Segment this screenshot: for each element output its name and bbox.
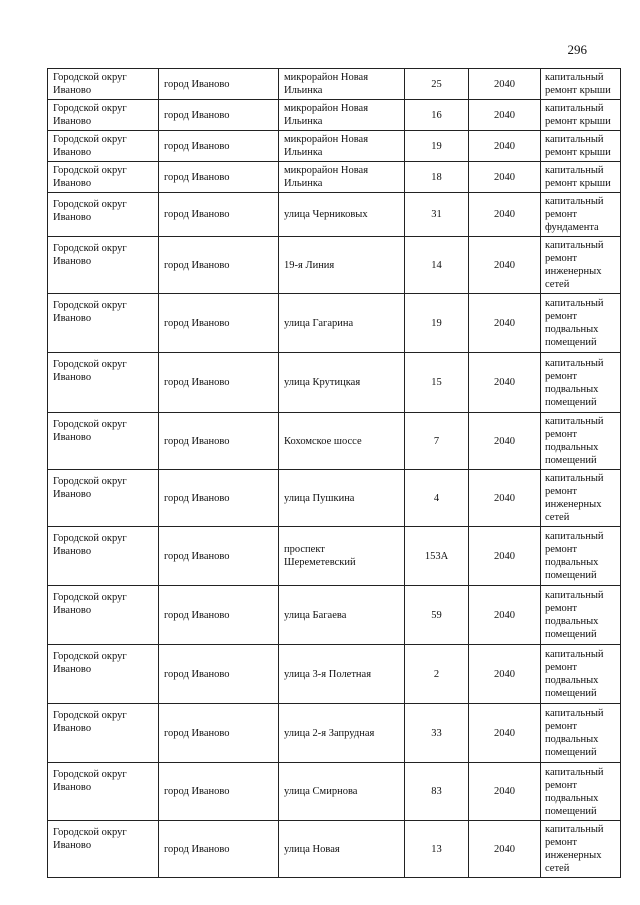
district-cell: Городской округ Иваново [48, 821, 159, 878]
city-cell: город Иваново [159, 413, 279, 470]
district-cell: Городской округ Иваново [48, 586, 159, 645]
year-cell: 2040 [469, 704, 541, 763]
city-cell: город Иваново [159, 704, 279, 763]
house-number-cell: 31 [405, 193, 469, 237]
house-number-cell: 18 [405, 162, 469, 193]
year-cell: 2040 [469, 763, 541, 821]
house-number-cell: 2 [405, 645, 469, 704]
district-cell: Городской округ Иваново [48, 69, 159, 100]
street-cell: микрорайон Новая Ильинка [279, 100, 405, 131]
house-number-cell: 7 [405, 413, 469, 470]
city-cell: город Иваново [159, 162, 279, 193]
street-cell: улица Черниковых [279, 193, 405, 237]
street-cell: улица Пушкина [279, 470, 405, 527]
street-cell: микрорайон Новая Ильинка [279, 131, 405, 162]
city-cell: город Иваново [159, 131, 279, 162]
city-cell: город Иваново [159, 294, 279, 353]
year-cell: 2040 [469, 162, 541, 193]
table-row [48, 162, 621, 193]
house-number-cell: 33 [405, 704, 469, 763]
table-row [48, 821, 621, 878]
district-cell: Городской округ Иваново [48, 193, 159, 237]
year-cell: 2040 [469, 413, 541, 470]
year-cell: 2040 [469, 353, 541, 413]
page-number: 296 [567, 42, 587, 57]
year-cell: 2040 [469, 470, 541, 527]
district-cell: Городской округ Иваново [48, 353, 159, 413]
year-cell: 2040 [469, 645, 541, 704]
work-type-cell: капитальный ремонт подвальных помещений [541, 294, 621, 353]
city-cell: город Иваново [159, 763, 279, 821]
work-type-cell: капитальный ремонт подвальных помещений [541, 353, 621, 413]
table-row [48, 763, 621, 821]
city-cell: город Иваново [159, 527, 279, 586]
district-cell: Городской округ Иваново [48, 131, 159, 162]
work-type-cell: капитальный ремонт подвальных помещений [541, 704, 621, 763]
work-type-cell: капитальный ремонт крыши [541, 69, 621, 100]
work-type-cell: капитальный ремонт инженерных сетей [541, 470, 621, 527]
house-number-cell: 15 [405, 353, 469, 413]
table-row [48, 353, 621, 413]
house-number-cell: 13 [405, 821, 469, 878]
work-type-cell: капитальный ремонт фундамента [541, 193, 621, 237]
year-cell: 2040 [469, 294, 541, 353]
city-cell: город Иваново [159, 470, 279, 527]
street-cell: микрорайон Новая Ильинка [279, 162, 405, 193]
house-number-cell: 59 [405, 586, 469, 645]
work-type-cell: капитальный ремонт подвальных помещений [541, 763, 621, 821]
table-row [48, 100, 621, 131]
work-type-cell: капитальный ремонт крыши [541, 100, 621, 131]
table-row [48, 294, 621, 353]
table-row [48, 645, 621, 704]
street-cell: Кохомское шоссе [279, 413, 405, 470]
table-row [48, 586, 621, 645]
district-cell: Городской округ Иваново [48, 645, 159, 704]
table-row [48, 193, 621, 237]
district-cell: Городской округ Иваново [48, 162, 159, 193]
work-type-cell: капитальный ремонт подвальных помещений [541, 586, 621, 645]
district-cell: Городской округ Иваново [48, 704, 159, 763]
house-number-cell: 83 [405, 763, 469, 821]
city-cell: город Иваново [159, 353, 279, 413]
year-cell: 2040 [469, 527, 541, 586]
table-row [48, 704, 621, 763]
work-type-cell: капитальный ремонт подвальных помещений [541, 645, 621, 704]
street-cell: проспект Шереметевский [279, 527, 405, 586]
street-cell: микрорайон Новая Ильинка [279, 69, 405, 100]
house-number-cell: 153А [405, 527, 469, 586]
street-cell: улица Крутицкая [279, 353, 405, 413]
city-cell: город Иваново [159, 193, 279, 237]
work-type-cell: капитальный ремонт инженерных сетей [541, 237, 621, 294]
year-cell: 2040 [469, 821, 541, 878]
year-cell: 2040 [469, 193, 541, 237]
year-cell: 2040 [469, 100, 541, 131]
work-type-cell: капитальный ремонт подвальных помещений [541, 527, 621, 586]
street-cell: улица Смирнова [279, 763, 405, 821]
street-cell: улица 3-я Полетная [279, 645, 405, 704]
district-cell: Городской округ Иваново [48, 237, 159, 294]
city-cell: город Иваново [159, 586, 279, 645]
district-cell: Городской округ Иваново [48, 294, 159, 353]
table-row [48, 69, 621, 100]
table-row [48, 470, 621, 527]
house-number-cell: 19 [405, 294, 469, 353]
city-cell: город Иваново [159, 237, 279, 294]
house-number-cell: 16 [405, 100, 469, 131]
work-type-cell: капитальный ремонт крыши [541, 162, 621, 193]
year-cell: 2040 [469, 586, 541, 645]
work-type-cell: капитальный ремонт инженерных сетей [541, 821, 621, 878]
street-cell: улица Новая [279, 821, 405, 878]
year-cell: 2040 [469, 131, 541, 162]
repair-schedule-table [47, 68, 621, 878]
work-type-cell: капитальный ремонт подвальных помещений [541, 413, 621, 470]
street-cell: улица 2-я Запрудная [279, 704, 405, 763]
city-cell: город Иваново [159, 821, 279, 878]
district-cell: Городской округ Иваново [48, 470, 159, 527]
table-row [48, 131, 621, 162]
work-type-cell: капитальный ремонт крыши [541, 131, 621, 162]
city-cell: город Иваново [159, 100, 279, 131]
district-cell: Городской округ Иваново [48, 763, 159, 821]
house-number-cell: 25 [405, 69, 469, 100]
house-number-cell: 14 [405, 237, 469, 294]
year-cell: 2040 [469, 237, 541, 294]
street-cell: улица Багаева [279, 586, 405, 645]
house-number-cell: 4 [405, 470, 469, 527]
city-cell: город Иваново [159, 645, 279, 704]
year-cell: 2040 [469, 69, 541, 100]
city-cell: город Иваново [159, 69, 279, 100]
district-cell: Городской округ Иваново [48, 100, 159, 131]
house-number-cell: 19 [405, 131, 469, 162]
district-cell: Городской округ Иваново [48, 527, 159, 586]
table-row [48, 527, 621, 586]
table-row [48, 237, 621, 294]
street-cell: 19-я Линия [279, 237, 405, 294]
district-cell: Городской округ Иваново [48, 413, 159, 470]
street-cell: улица Гагарина [279, 294, 405, 353]
table-row [48, 413, 621, 470]
